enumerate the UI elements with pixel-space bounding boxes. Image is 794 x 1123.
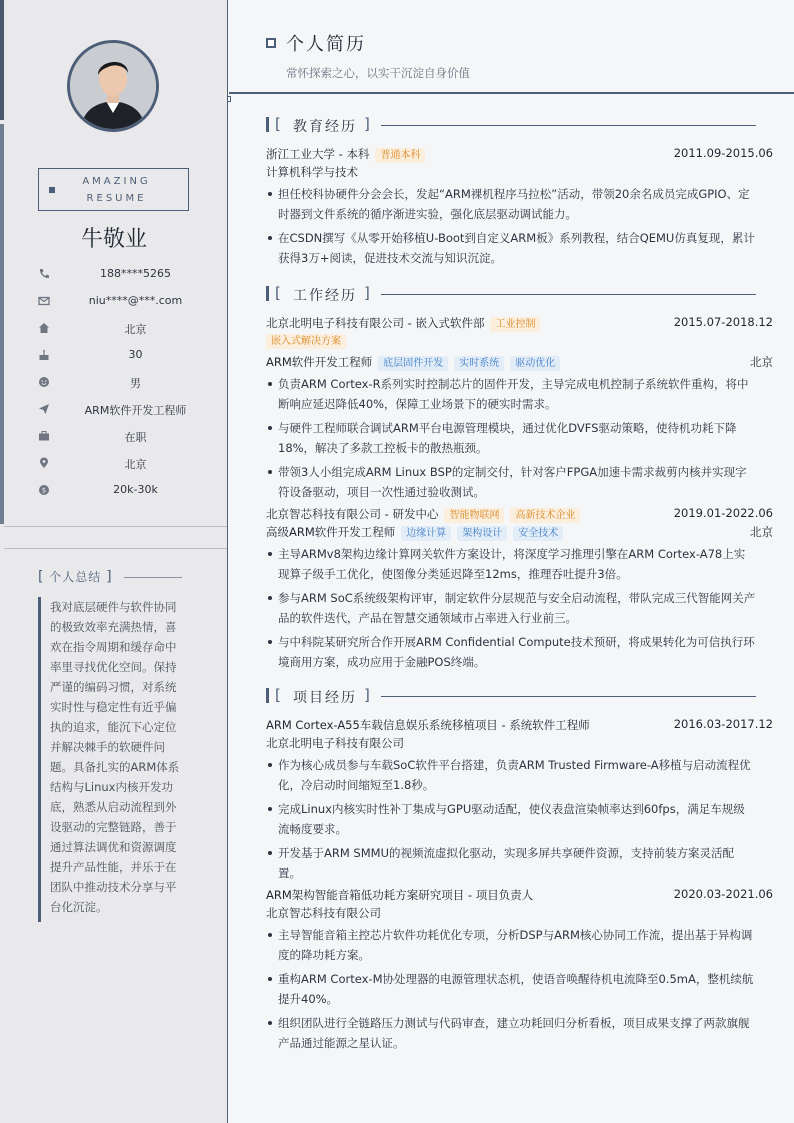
info-location-value: 北京 [124,458,147,471]
company-tag: 嵌入式解决方案 [266,334,346,349]
info-email [0,290,228,317]
job-bullets [266,544,756,672]
header-rule [229,92,794,94]
project-name: ARM Cortex-A55车载信息娱乐系统移植项目 - 系统软件工程师 [266,718,590,732]
section-heading: [ 工作经历 ] [266,283,756,305]
project-company: 北京北明电子科技有限公司 [266,736,404,750]
education-date: 2011.09-2015.06 [673,146,773,160]
job-header-row [266,315,773,333]
job-header-row [266,506,773,524]
project-date: 2020.03-2021.06 [673,887,773,901]
badge-square-icon [49,187,55,193]
list-item: 作为核心成员参与车载SoC软件平台搭建，负责ARM Trusted Firmware-A移植与启动流程优化，冷启动时间缩短至1.8秒。 [266,755,756,795]
location-icon [38,457,50,469]
job-company: 北京北明电子科技有限公司 - 嵌入式软件部 [266,316,485,330]
badge-line-2: RESUME [86,193,147,204]
contact-info-list [0,263,228,506]
info-position [0,398,228,425]
summary-heading: [ 个人总结 ] [38,569,113,585]
info-home [0,317,228,344]
summary-heading-text: 个人总结 [49,570,102,584]
list-item: 带领3人小组完成ARM Linux BSP的定制交付，针对客户FPGA加速卡需求裁剪内核并实现字符设备驱动，项目一次性通过验收测试。 [266,462,756,502]
list-item: 开发基于ARM SMMU的视频流虚拟化驱动，实现多屏共享硬件资源，支持前装方案灵活配置。 [266,843,756,883]
work-section [266,283,773,676]
header-rule-marker [227,96,231,102]
section-heading: [ 项目经历 ] [266,685,756,707]
skill-tag: 底层固件开发 [378,356,448,371]
phone-icon [38,268,50,280]
project-bullets [266,755,756,883]
skill-tag: 驱动优化 [510,356,560,371]
section-heading: [ 教育经历 ] [266,114,756,136]
projects-title: 项目经历 [293,690,357,706]
info-age [0,344,228,371]
info-position-value: ARM软件开发工程师 [84,404,187,417]
candidate-name: 牛敬业 [80,227,147,252]
title-square-icon [266,38,276,48]
job-company: 北京智芯科技有限公司 - 研发中心 [266,507,439,521]
send-icon [38,403,50,415]
info-salary-value: 20k-30k [113,483,158,496]
education-section [266,114,773,272]
project-bullets [266,925,756,1053]
page-subtitle: 常怀探索之心，以实干沉淀自身价值 [286,66,470,80]
list-item: 担任校科协硬件分会会长，发起“ARM裸机程序马拉松”活动，带领20余名成员完成GPIO、定时器到文件系统的循序渐进实验，强化底层驱动调试能力。 [266,184,756,224]
info-salary [0,479,228,506]
education-header-row [266,146,773,164]
skill-tag: 实时系统 [454,356,504,371]
education-title: 教育经历 [293,119,357,135]
degree-tag: 普通本科 [375,148,425,163]
list-item: 主导智能音箱主控芯片软件功耗优化专项，分析DSP与ARM核心协同工作流，提出基于异构调度的降功耗方案。 [266,925,756,965]
list-item: 重构ARM Cortex-M协处理器的电源管理状态机，使语音唤醒待机电流降至0.5mA，整机续航提升40%。 [266,969,756,1009]
project-name: ARM架构智能音箱低功耗方案研究项目 - 项目负责人 [266,888,534,902]
home-icon [38,322,50,334]
job-city: 北京 [750,355,773,369]
mail-icon [38,295,50,307]
list-item: 与硬件工程师联合调试ARM平台电源管理模块，通过优化DVFS驱动策略，使待机功耗下降18%，解决了多款工控板卡的散热瓶颈。 [266,418,756,458]
info-phone [0,263,228,290]
job-role: 高级ARM软件开发工程师 [266,525,396,539]
avatar [67,40,159,132]
school-name: 浙江工业大学 - 本科 [266,147,370,161]
briefcase-icon [38,430,50,442]
face-icon [38,376,50,388]
info-email-value: niu****@***.com [88,294,183,307]
project-header-row [266,717,773,735]
money-icon [38,484,50,496]
info-home-value: 北京 [124,323,147,336]
project-company: 北京智芯科技有限公司 [266,906,381,920]
education-bullets [266,184,756,268]
list-item: 与中科院某研究所合作开展ARM Confidential Compute技术预研，将成果转化为可信执行环境商用方案，成功应用于金融POS终端。 [266,632,756,672]
skill-tag: 安全技术 [513,526,563,541]
sidebar [0,0,228,1123]
list-item: 组织团队进行全链路压力测试与代码审查，建立功耗回归分析看板，项目成果支撑了两款旗舰产品通过能源之星认证。 [266,1013,756,1053]
job-role-row [266,524,773,542]
job-city: 北京 [750,525,773,539]
main-content [229,0,794,1123]
amazing-resume-badge [38,168,189,211]
company-tag: 工业控制 [490,317,540,332]
skill-tag: 边缘计算 [401,526,451,541]
job-date: 2019.01-2022.06 [673,506,773,520]
avatar-portrait-image [70,43,156,129]
info-phone-value: 188****5265 [100,267,171,280]
skill-tag: 架构设计 [457,526,507,541]
sidebar-divider [4,526,227,527]
info-gender [0,371,228,398]
education-major-row [266,164,756,182]
list-item: 完成Linux内核实时性补丁集成与GPU驱动适配，使仪表盘渲染帧率达到60fps，满足车规级流畅度要求。 [266,799,756,839]
info-age-value: 30 [128,348,143,361]
work-title: 工作经历 [293,288,357,304]
svg-text:$: $ [41,486,47,495]
info-location [0,452,228,479]
cake-icon [38,349,50,361]
projects-section [266,685,773,1057]
company-tag: 高新技术企业 [510,508,580,523]
info-gender-value: 男 [130,377,141,390]
badge-line-1: AMAZING [82,176,151,187]
project-company-row [266,905,756,923]
summary-text: 我对底层硬件与软件协同的极致效率充满热情，喜欢在指令周期和缓存命中率里寻找优化空间。保持严谨的编码习惯，对系统实时性与稳定性有近乎偏执的追求，能沉下心定位并解决棘手的软硬件问题。具备扎实的ARM体系结构与Linux内核开发功底，熟悉从启动流程到外设驱动的完整链路，善于通过算法调优和资源调度提升产品性能，并乐于在团队中推动技术分享与平台化沉淀。 [50,600,180,914]
list-item: 参与ARM SoC系统级架构评审，制定软件分层规范与安全启动流程，带队完成三代智能网关产品的软件迭代，产品在智慧交通领域市占率进入行业前三。 [266,588,756,628]
list-item: 主导ARMv8架构边缘计算网关软件方案设计，将深度学习推理引擎在ARM Cortex-A78上实现算子级手工优化，使图像分类延迟降至12ms，推理吞吐提升3倍。 [266,544,756,584]
job-bullets [266,374,756,502]
info-status-value: 在职 [124,431,147,444]
list-item: 负责ARM Cortex-R系列实时控制芯片的固件开发，主导完成电机控制子系统软件重构，将中断响应延迟降低40%，保障工业场景下的硬实时需求。 [266,374,756,414]
job-role-row [266,354,773,372]
sidebar-divider [4,548,227,549]
summary-accent-bar [38,597,41,922]
major: 计算机科学与技术 [266,165,358,179]
summary-heading-rule [124,577,182,578]
company-tag: 智能物联网 [444,508,504,523]
info-status [0,425,228,452]
project-header-row [266,887,773,905]
list-item: 在CSDN撰写《从零开始移植U-Boot到自定义ARM板》系列教程，结合QEMU仿真复现，累计获得3万+阅读，促进技术交流与知识沉淀。 [266,228,756,268]
project-company-row [266,735,756,753]
project-date: 2016.03-2017.12 [673,717,773,731]
sidebar-accent-stripe [0,0,4,120]
job-role: ARM软件开发工程师 [266,355,373,369]
job-date: 2015.07-2018.12 [673,315,773,329]
job-tag-row [266,333,756,354]
page-title: 个人简历 [286,34,366,55]
